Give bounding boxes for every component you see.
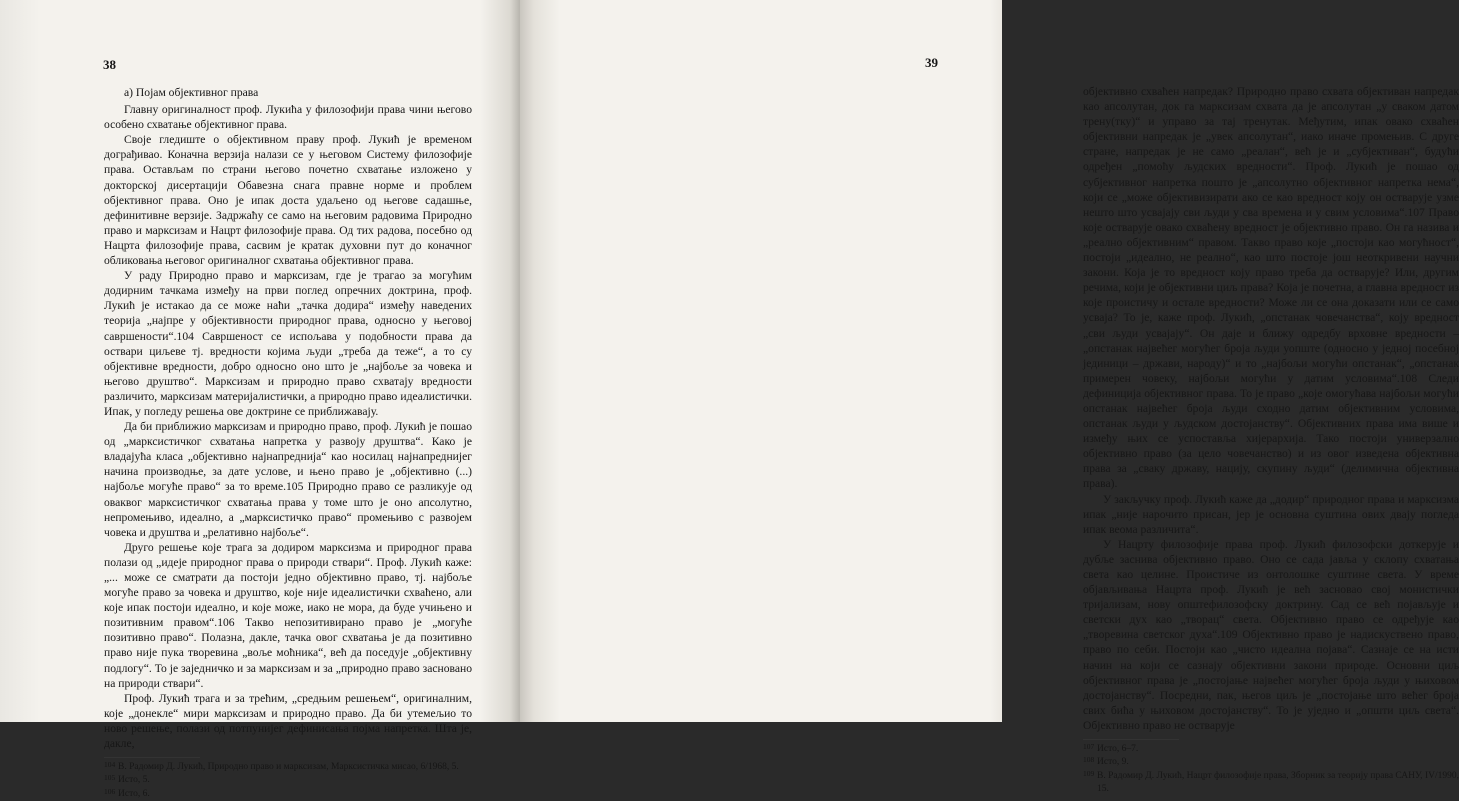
footnote-number: 108 [1083, 755, 1095, 765]
right-page [520, 0, 1459, 794]
footnote-divider [1083, 739, 1179, 740]
paragraph: Да би приближио марксизам и природно право, проф. Лукић је пошао од „марксистичког схватања напретка у развоју друштва“. Како је владајућа класа „објективно најнапреднија“ као носилац најнапреднијег начина производње, за дате услове, и њено право је „објективно (...) најбоље могуће право“ за то време.105 Природно право се разликује од оваквог марксистичког схватања права у томе што је оно апсолутно, непромењиво, идеално, а „марксистичко право“ промењиво с развојем човека и друштва и „релативно најбоље“. [104, 420, 472, 539]
footnote-number: 104 [104, 760, 116, 770]
footnote [1083, 770, 1459, 797]
section-title: а) Појам објективног права [124, 86, 259, 99]
paragraph: Своје гледиште о објективном праву проф. Лукић је временом дограђивао. Коначна верзија налази се у његовом Систему филозофије права. Остављам по страни његово почетно схватање изложено у докторској дисертацији Обавезна снага правне норме и проблем објективног права. Оно је ипак доста удаљено од његове садашње, дефинитивне верзије. Задржаћу се само на његовим радовима Природно право и марксизам и Нацрт филозофије права. Од тих радова, посебно од Нацрта филозофије права, сасвим је кратак духовни пут до коначног обликовања његовог оригиналног схватања објективног права. [104, 133, 472, 268]
footnote [104, 788, 472, 801]
footnote [104, 761, 472, 774]
paragraph: Проф. Лукић трага и за трећим, „средњим решењем“, оригиналним, које „донекле“ мири марксизам и природно право. Да би утемељио то ново решење, полази од потпунијег дефинисања појма напретка. Шта је, дакле, [104, 691, 472, 751]
footnote [104, 774, 472, 787]
left-page [0, 0, 520, 799]
footnote-number: 105 [104, 773, 116, 783]
paragraph: У раду Природно право и марксизам, где је трагао за могућим додирним тачкама између на први поглед опречних доктрина, проф. Лукић је истакао да се може наћи „тачка додира“ између наведених теорија „најпре у објективности природног права, односно у његовој савршености“.104 Савршеност се испољава у подобности права да оствари циљеве тј. вредности којима људи „треба да теже“, а то су објективне вредности, добро односно оно што је „најбоље за човека и његово друштво“. Марксизам и природно право схватају вредности различито, марксизам материјалистички, а природно право идеалистички. Ипак, у погледу решења ове доктрине се приближавају. [104, 269, 472, 418]
footnote-text: Исто, 6. [118, 788, 150, 799]
footnote-text: Исто, 9. [1097, 757, 1129, 768]
paragraph: објективно схваћен напредак? Природно право схвата објективан напредак као апсолутан, док га марксизам схвата да је апсолутан „у сваком датом трену(тку)“ и управо за тај тренутак. Међутим, ипак овако схваћен објективни напредак је „увек апсолутан“, иако иначе промењив. С друге стране, напредак је не само „реалан“, већ је и „субјективан“, будући одређен „помоћу људских вредности“. Проф. Лукић је пошао од субјективног напретка пошто је „апсолутно објективног напретка нема“, који се „може објективизирати ако се као вредност коју он остварује узме нешто што усвајају сви људи у сва времена и у свим условима“.107 Право које остварује овако схваћену вредност је објективно право. Он га назива и „реално објективним“ правом. Такво право које „постоји као могућност“, постоји „идеално, не реално“, као што постоје још неоткривени научни закони. Која је то вредност коју право треба да остварује? Или, другим речима, који је објективни циљ права? Која је почетна, а главна вредност из које проистичу и остале вредности? Може ли се она доказати или се само усваја? То је, каже проф. Лукић, „опстанак човечанства“, коју вредност „сви људи усвајају“. Он даје и ближу одредбу врховне вредности – „опстанак највећег могућег броја људи уопште (односно у једној посебној јединици – држави, народу)“ и то „најбољи могући опстанак“, „опстанак примерен човеку, најбољи могући у датим условима“.108 Следи дефиниција објективног права. То је право „које омогућава најбољи могући опстанак највећег броја људи сходно датим објективним условима, опстанак људи у људском достојанству“. Објективних права има више и између њих се успоставља хијерархија. Тако постоји универзално објективно право (за цело човечанство) и из овог изведена објективна права за „сваку државу, нацију, скупину људи“ (делимична објективна права). [1083, 85, 1459, 491]
footnote-number: 109 [1083, 768, 1095, 778]
footnote-text: Исто, 6–7. [1097, 744, 1139, 755]
paragraph: Главну оригиналност проф. Лукића у филозофији права чини његово особено схватање објективног права. [104, 103, 472, 132]
footnote-text: Исто, 5. [118, 775, 150, 786]
right-page-body [1083, 84, 1459, 796]
paragraph: У Нацрту филозофије права проф. Лукић филозофски доткерује и дубље заснива објективно право. Оно се сада јавља у склопу схватања света као целине. Проистиче из онтолошке суштине света. У време објављивања Нацрта проф. Лукић је већ засновао свој монистички тријализам, нову општефилозофску доктрину. Сад се већ појављује и светски дух као „творац“ света. Објективно право се одређује као „творевина светског духа“.109 Објективно право је надискуствено право, право по себи. Постоји као „чисто идеална појава“. Сазнаје се на исти начин на који се сазнају објективни закони природе. Основни циљ објективног права је „постојање највећег могућег броја људи у њиховом достојанству“. Посредни, пак, његов циљ је „постојање што већег броја свих бића у њиховом достојанству“. То је уједно и „општи циљ света“. Објективно право не остварује [1083, 537, 1459, 732]
footnote-text: В. Радомир Д. Лукић, Природно право и марксизам, Марксистичка мисао, 6/1968, 5. [118, 762, 459, 773]
footnote [1083, 756, 1459, 769]
footnote-number: 107 [1083, 742, 1095, 752]
paragraph: Друго решење које трага за додиром марксизма и природног права полази од „идеје природног права о природи ствари“. Проф. Лукић каже: „... може се сматрати да постоји једно објективно право, тј. најбоље могуће право за човека и друштво, које није идеалистички схваћено, али које ипак постоји идеално, и које може, иако не мора, да буде учињено и позитивним правом“.106 Такво непозитивирано право је „могуће позитивно право“. Полазна, дакле, тачка овог схватања је да позитивно право није пука творевина „воље моћника“, већ да поседује „објективну подлогу“. То је заједничко и за марксизам и за „природно право засновано на природи ствари“. [104, 540, 472, 690]
page-number: 38 [103, 57, 116, 72]
page-number: 39 [925, 55, 938, 70]
left-page-body [104, 85, 472, 801]
paragraph: У закључку проф. Лукић каже да „додир“ природног права и марксизма ипак „није нарочито присан, јер је основна суштина ових двају погледа ипак веома различита“. [1083, 492, 1459, 536]
footnote-number: 106 [104, 786, 116, 796]
footnote-divider [104, 757, 200, 758]
footnote-text: В. Радомир Д. Лукић, Нацрт филозофије права, Зборник за теорију права САНУ, IV/1990, 15. [1097, 770, 1459, 794]
footnote [1083, 743, 1459, 756]
